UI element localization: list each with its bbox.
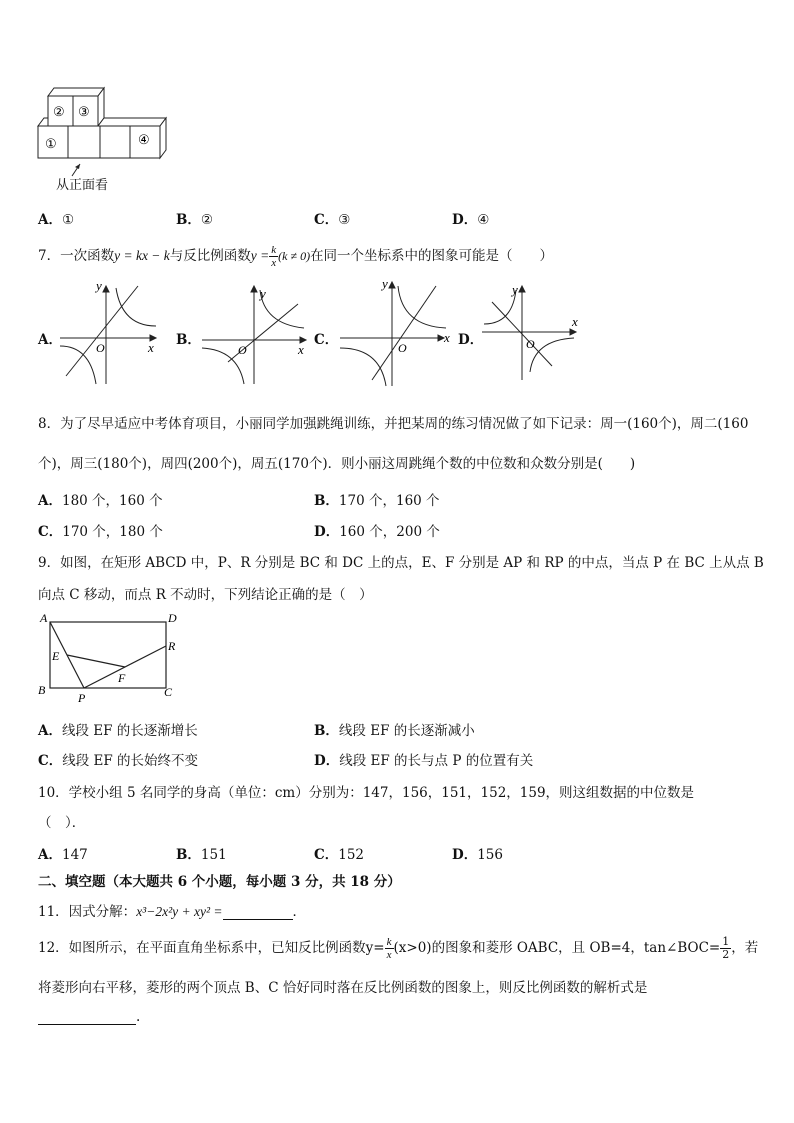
q9-stem-line1: 9．如图，在矩形 ABCD 中，P、R 分别是 BC 和 DC 上的点，E、F 分别是 AP 和 RP 的中点，当点 P 在 BC 上从点 B <box>38 555 764 571</box>
svg-text:x: x <box>444 330 450 345</box>
cube-label-1: ① <box>45 136 57 151</box>
q8-stem-line1: 8．为了尽早适应中考体育项目，小丽同学加强跳绳训练，并把某周的练习情况做了如下记录：周一(160个)，周二(160 <box>38 416 749 432</box>
q9-option-c[interactable]: C．线段 EF 的长始终不变 <box>38 753 199 769</box>
q6-option-b[interactable]: B．② <box>176 212 214 228</box>
svg-text:y: y <box>382 276 388 291</box>
cube-label-3: ③ <box>78 104 90 119</box>
q10-stem-line2: （ ）． <box>38 815 86 831</box>
q7-option-a-label[interactable]: A． <box>38 332 62 348</box>
q8-stem-line2: 个)，周三(180个)，周四(200个)，周五(170个)．则小丽这周跳绳个数的中位数和众数分别是( ) <box>38 456 636 472</box>
q10-option-d[interactable]: D．156 <box>452 847 503 863</box>
q12-stem-line2: 将菱形向右平移，菱形的两个顶点 B、C 恰好同时落在反比例函数的图象上，则反比例函数的解析式是 <box>38 980 648 996</box>
q12-stem-line1: 12．如图所示，在平面直角坐标系中，已知反比例函数y= $\frac{k}{x}$ (x>0)的图象和菱形 OABC，且 OB=4，tan∠BOC= $\frac{1}{2}$ ，若 <box>38 935 759 961</box>
q8-option-d[interactable]: D．160 个，200 个 <box>314 524 440 540</box>
q7-fraction: $\frac{k}{x}$ <box>271 244 277 269</box>
q8-option-a[interactable]: A．180 个，160 个 <box>38 493 163 509</box>
svg-text:O: O <box>526 337 535 351</box>
q6-option-c[interactable]: C．③ <box>314 212 351 228</box>
q9-option-b[interactable]: B．线段 EF 的长逐渐减小 <box>314 723 475 739</box>
q6-option-d[interactable]: D．④ <box>452 212 490 228</box>
q7-option-b-label[interactable]: B． <box>176 332 201 348</box>
q12-answer-line: . <box>38 1008 140 1025</box>
q7-option-d-label[interactable]: D． <box>458 332 484 348</box>
svg-text:O: O <box>238 343 247 357</box>
svg-text:D: D <box>168 611 177 625</box>
q8-option-c[interactable]: C．170 个，180 个 <box>38 524 163 540</box>
q7-graph-c[interactable] <box>336 276 456 390</box>
cube-label-4: ④ <box>138 132 150 147</box>
q9-stem-line2: 向点 C 移动，而点 R 不动时，下列结论正确的是（ ） <box>38 587 373 603</box>
q7-graph-b[interactable] <box>198 280 312 388</box>
svg-text:y: y <box>96 280 102 293</box>
q7-option-c-label[interactable]: C． <box>314 332 339 348</box>
svg-text:A: A <box>40 611 48 625</box>
cube-label-2: ② <box>53 104 65 119</box>
svg-text:P: P <box>78 691 86 705</box>
svg-text:C: C <box>164 685 173 699</box>
q7-graph-a[interactable] <box>56 280 166 388</box>
svg-text:R: R <box>168 639 176 653</box>
q8-option-b[interactable]: B．170 个，160 个 <box>314 493 440 509</box>
svg-text:x: x <box>572 314 578 329</box>
q7-graph-d[interactable] <box>478 280 582 384</box>
svg-text:x: x <box>148 340 154 355</box>
q12-answer-blank[interactable] <box>38 1008 136 1025</box>
q9-option-d[interactable]: D．线段 EF 的长与点 P 的位置有关 <box>314 753 534 769</box>
q10-stem-line1: 10．学校小组 5 名同学的身高（单位：cm）分别为：147，156，151，152，159，则这组数据的中位数是 <box>38 785 695 801</box>
q12-fraction-half: $\frac{1}{2}$ <box>722 935 730 961</box>
q7-stem: 7．一次函数y = kx − k与反比例函数y = $\frac{k}{x}$ (k ≠ 0)在同一个坐标系中的图象可能是（ ） <box>38 244 554 269</box>
q10-option-a[interactable]: A．147 <box>38 847 88 863</box>
q9-option-a[interactable]: A．线段 EF 的长逐渐增长 <box>38 723 198 739</box>
svg-text:y: y <box>512 282 518 297</box>
arrow-icon <box>75 164 80 169</box>
q11-stem: 11．因式分解：x³−2x²y + xy² = ． <box>38 904 306 920</box>
svg-text:O: O <box>96 341 105 355</box>
q10-option-c[interactable]: C．152 <box>314 847 365 863</box>
q6-option-a[interactable]: A．① <box>38 212 75 228</box>
svg-text:E: E <box>52 649 60 663</box>
svg-text:O: O <box>398 341 407 355</box>
q9-rectangle-figure <box>36 610 186 708</box>
q11-answer-blank[interactable] <box>223 903 293 920</box>
q10-option-b[interactable]: B．151 <box>176 847 227 863</box>
svg-text:y: y <box>260 286 266 301</box>
svg-text:B: B <box>38 683 46 697</box>
q12-fraction-k-x: $\frac{k}{x}$ <box>386 936 392 961</box>
cube-caption: 从正面看 <box>56 178 109 193</box>
svg-text:x: x <box>298 342 304 357</box>
section-2-title: 二、填空题（本大题共 6 个小题，每小题 3 分，共 18 分） <box>38 874 401 890</box>
svg-text:F: F <box>118 671 126 685</box>
